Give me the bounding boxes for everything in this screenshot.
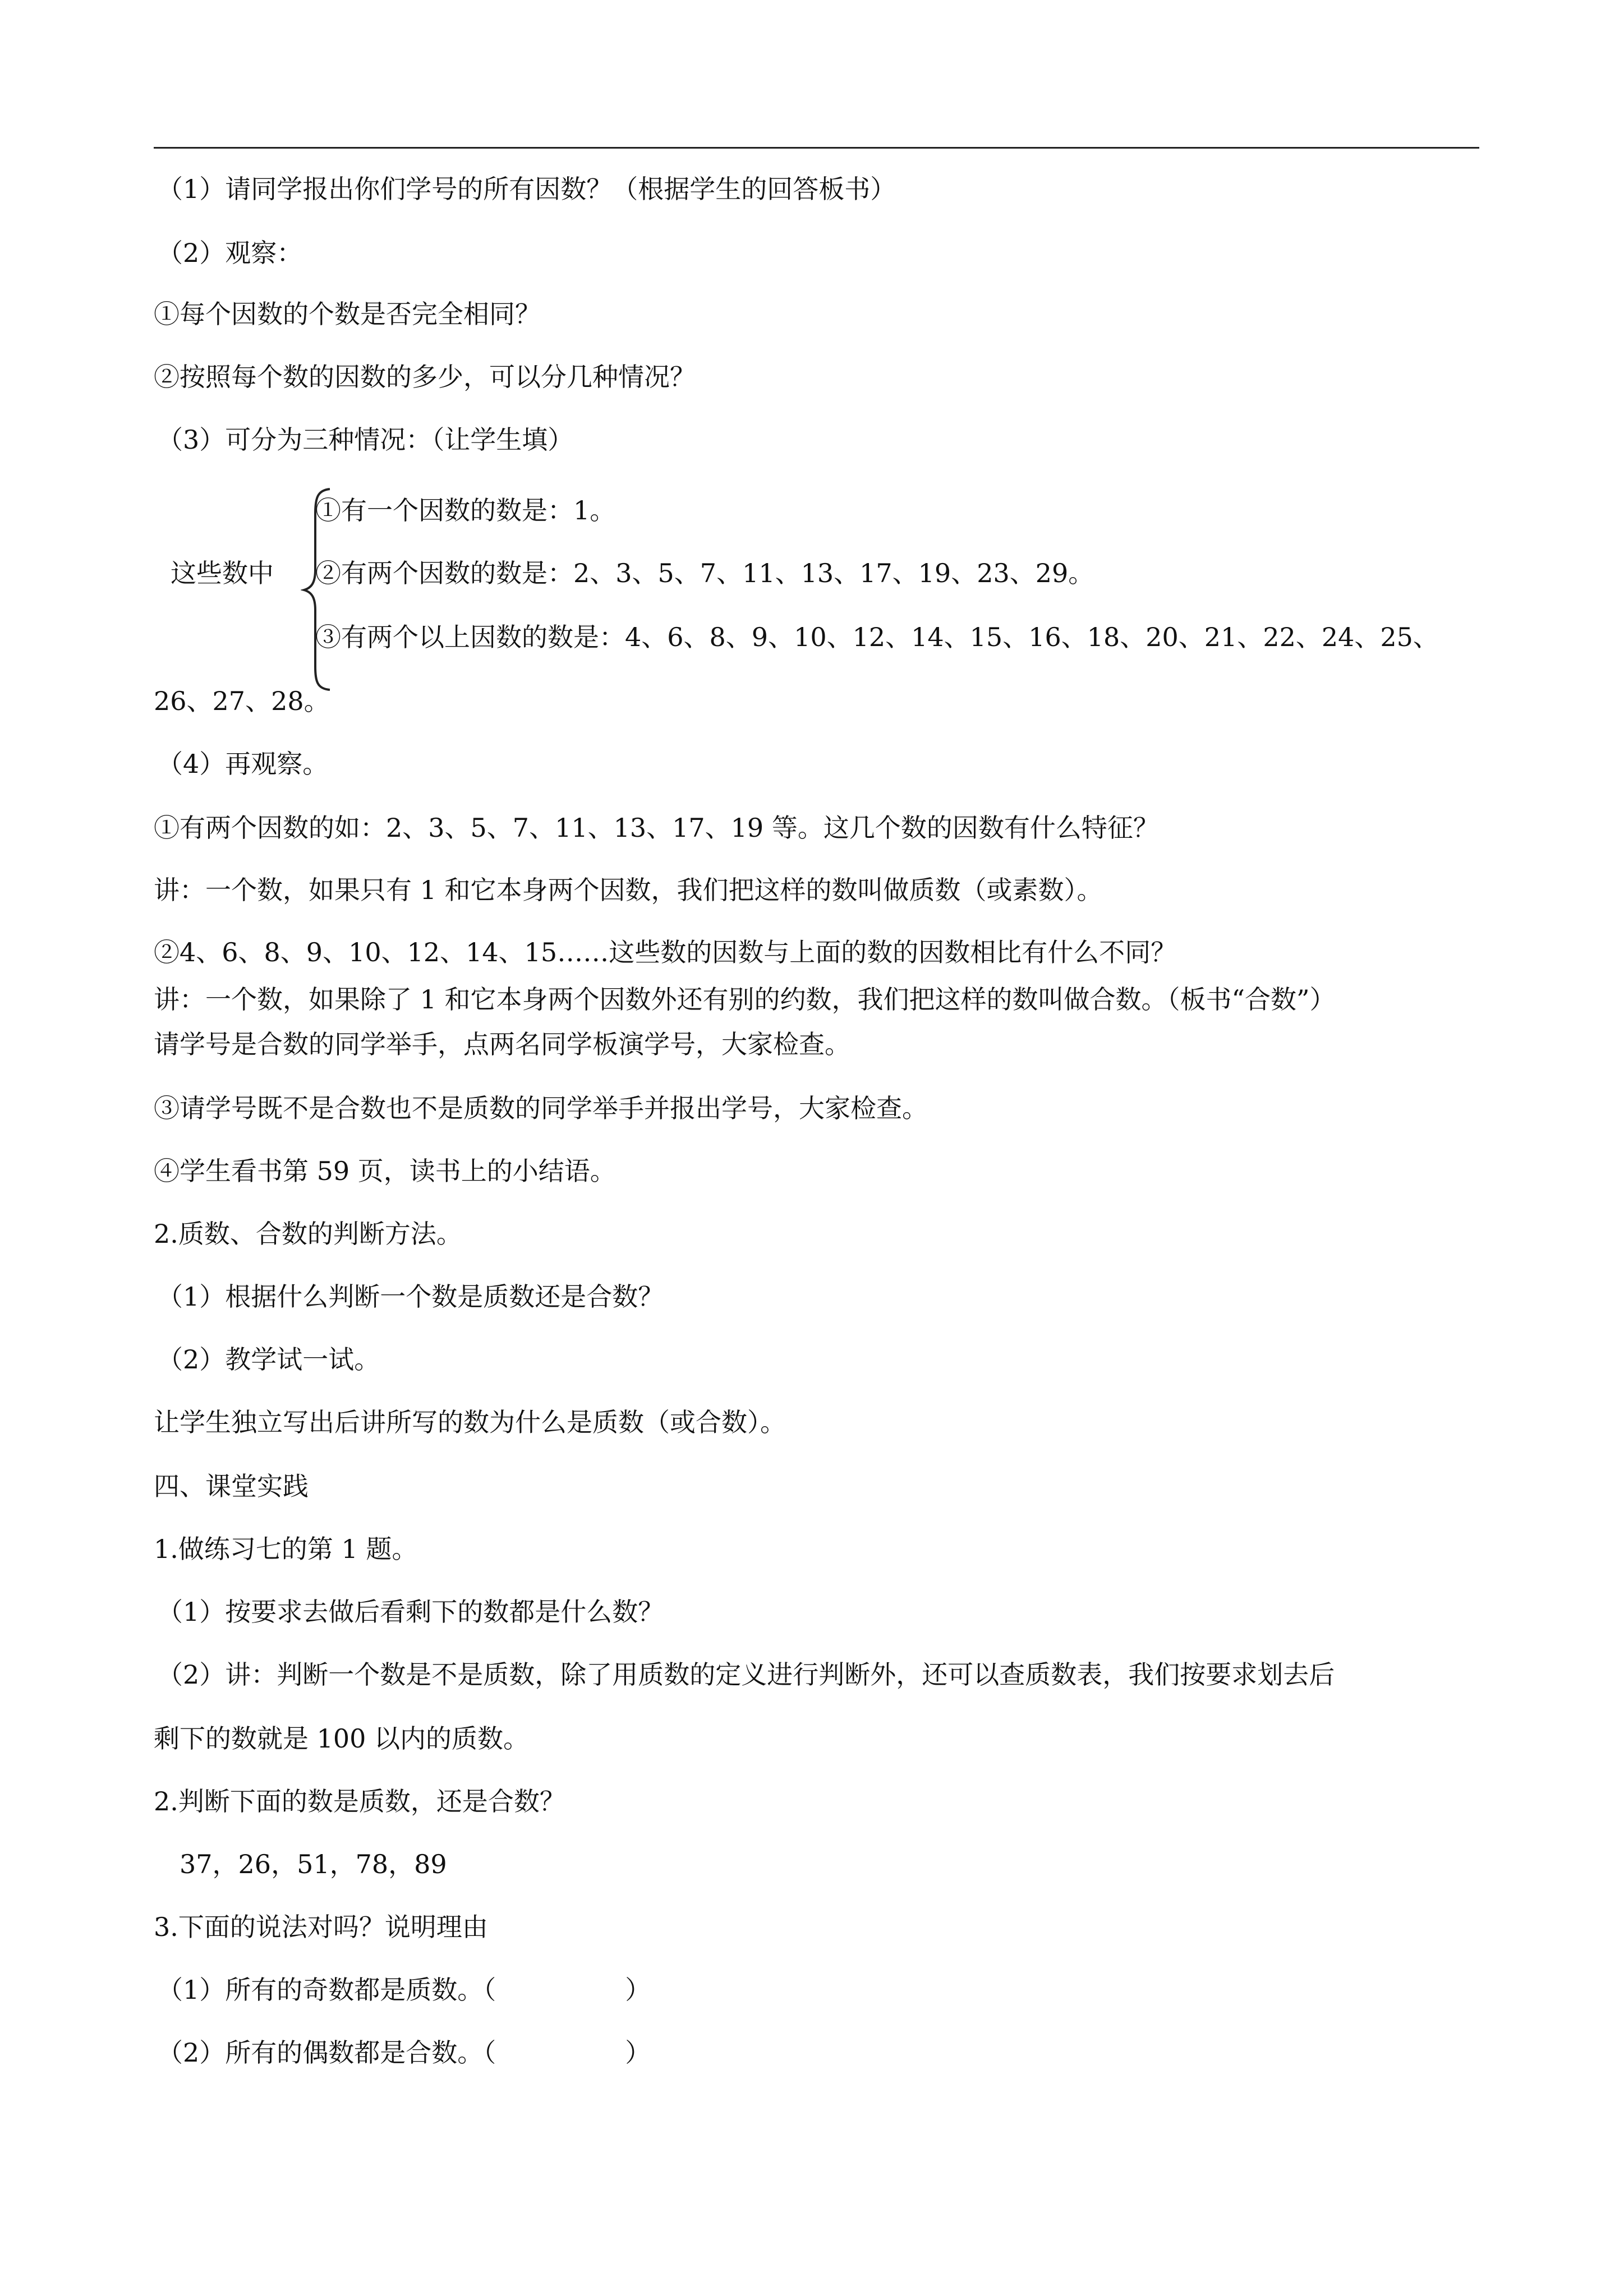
text-line: （1）请同学报出你们学号的所有因数？（根据学生的回答板书） xyxy=(157,174,896,204)
text-line: （1）按要求去做后看剩下的数都是什么数？ xyxy=(157,1597,664,1627)
text-line: （3）可分为三种情况：（让学生填） xyxy=(157,425,574,455)
group-label: 这些数中 xyxy=(171,558,274,588)
brace-item: ③有两个以上因数的数是：4、6、8、9、10、12、14、15、16、18、20、21、22、24、25、 xyxy=(315,622,1439,652)
section-heading: 四、课堂实践 xyxy=(154,1471,309,1501)
question-item: （2）所有的偶数都是合数。（ ） xyxy=(157,2037,651,2068)
header-rule xyxy=(154,147,1479,149)
text-line: ④学生看书第 59 页，读书上的小结语。 xyxy=(154,1156,616,1186)
text-line: （2）讲：判断一个数是不是质数，除了用质数的定义进行判断外，还可以查质数表，我们按要求划去后 xyxy=(157,1659,1335,1690)
text-line: ②按照每个数的因数的多少，可以分几种情况？ xyxy=(154,362,696,392)
number-list: 37，26，51，78，89 xyxy=(180,1849,447,1879)
text-line: ①有两个因数的如：2、3、5、7、11、13、17、19 等。这几个数的因数有什么特征？ xyxy=(154,813,1159,843)
text-line: 让学生独立写出后讲所写的数为什么是质数（或合数）。 xyxy=(154,1407,786,1437)
text-line: （2）观察： xyxy=(157,238,303,268)
text-line: ②4、6、8、9、10、12、14、15……这些数的因数与上面的数的因数相比有什么不同？ xyxy=(154,937,1177,967)
brace-item: ①有一个因数的数是：1。 xyxy=(315,495,616,525)
text-line: ①每个因数的个数是否完全相同？ xyxy=(154,299,541,329)
text-line: 2.质数、合数的判断方法。 xyxy=(154,1219,462,1249)
text-line: 26、27、28。 xyxy=(154,686,330,716)
text-line: ③请学号既不是合数也不是质数的同学举手并报出学号，大家检查。 xyxy=(154,1093,928,1123)
text-line: （4）再观察。 xyxy=(157,749,329,779)
text-line: 讲：一个数，如果除了 1 和它本身两个因数外还有别的约数，我们把这样的数叫做合数。（板书“合数”） xyxy=(154,984,1336,1015)
text-line: 2.判断下面的数是质数，还是合数？ xyxy=(154,1786,565,1816)
text-line: 1.做练习七的第 1 题。 xyxy=(154,1534,418,1564)
text-line: 请学号是合数的同学举手，点两名同学板演学号，大家检查。 xyxy=(154,1029,850,1059)
brace-item: ②有两个因数的数是：2、3、5、7、11、13、17、19、23、29。 xyxy=(315,558,1094,588)
text-line: 剩下的数就是 100 以内的质数。 xyxy=(154,1723,530,1754)
text-line: （2）教学试一试。 xyxy=(157,1344,380,1375)
question-item: （1）所有的奇数都是质数。（ ） xyxy=(157,1975,651,2005)
text-line: （1）根据什么判断一个数是质数还是合数？ xyxy=(157,1281,664,1312)
text-line: 3.下面的说法对吗？说明理由 xyxy=(154,1912,488,1942)
text-line: 讲：一个数，如果只有 1 和它本身两个因数，我们把这样的数叫做质数（或素数）。 xyxy=(154,875,1103,905)
